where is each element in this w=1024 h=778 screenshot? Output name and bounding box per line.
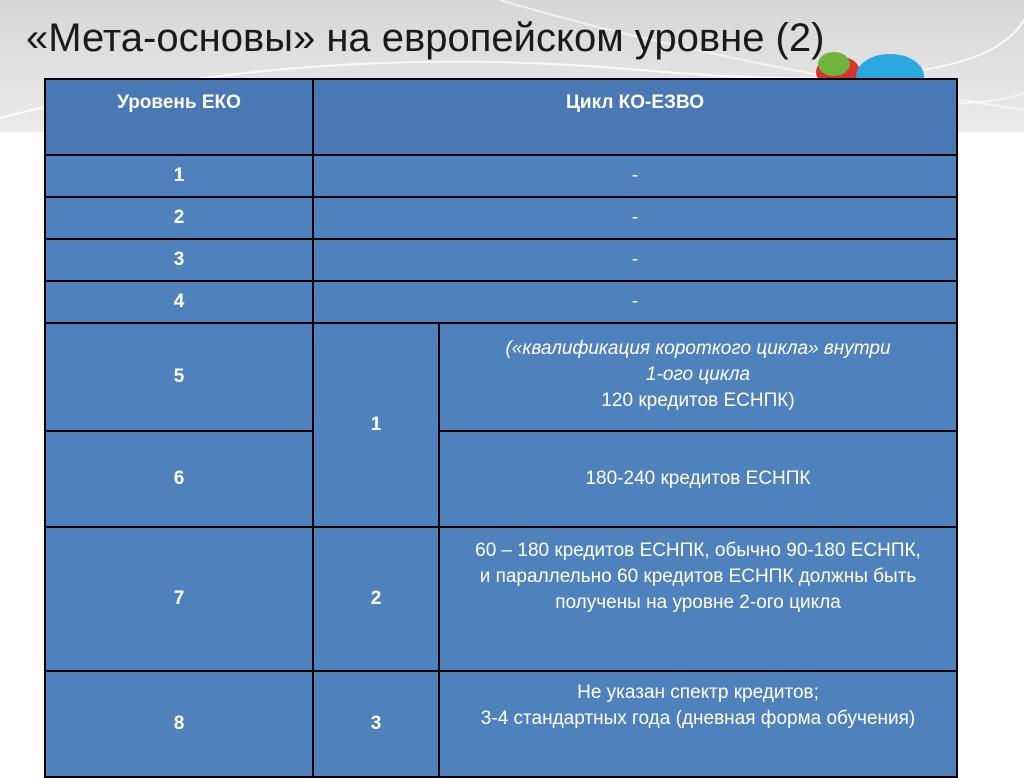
level-cell: 4: [45, 281, 313, 323]
level-cell: 7: [45, 527, 313, 671]
header-level: Уровень ЕКО: [45, 79, 313, 155]
levels-table: [44, 78, 958, 778]
note-line: 60 – 180 кредитов ЕСНПК, обычно 90-180 ЕСНПК,: [475, 540, 921, 561]
level-cell: 5: [45, 323, 313, 431]
credits-note-cell: 180-240 кредитов ЕСНПК: [439, 431, 957, 527]
credits-note-cell: [439, 527, 957, 671]
cycle-cell: -: [313, 281, 957, 323]
note-line: и параллельно 60 кредитов ЕСНПК должны быть получены на уровне 2-ого цикла: [479, 566, 917, 613]
table-row: [45, 431, 957, 527]
cycle-cell: -: [313, 197, 957, 239]
table-row: [45, 323, 957, 431]
note-line: Не указан спектр кредитов;: [577, 682, 819, 703]
cycle-cell: -: [313, 155, 957, 197]
level-cell: 6: [45, 431, 313, 527]
cycle-cell: 1: [313, 323, 439, 527]
table-header-row: [45, 79, 957, 155]
note-line: 120 кредитов ЕСНПК): [601, 390, 795, 411]
header-cycle: Цикл КО-ЕЗВО: [313, 79, 957, 155]
note-line: 3-4 стандартных года (дневная форма обучения): [480, 708, 916, 729]
table-row: [45, 281, 957, 323]
note-line: («квалификация короткого цикла» внутри: [505, 338, 891, 359]
table-row: [45, 197, 957, 239]
cycle-cell: 2: [313, 527, 439, 671]
cycle-cell: -: [313, 239, 957, 281]
note-line: 1-ого цикла: [645, 364, 751, 385]
table-row: [45, 527, 957, 671]
cycle-cell: 3: [313, 671, 439, 777]
table-row: [45, 239, 957, 281]
level-cell: 1: [45, 155, 313, 197]
level-cell: 2: [45, 197, 313, 239]
level-cell: 3: [45, 239, 313, 281]
table-row: [45, 671, 957, 777]
credits-note-cell: [439, 323, 957, 431]
table-row: [45, 155, 957, 197]
page-title: «Мета-основы» на европейском уровне (2): [26, 16, 825, 60]
credits-note-cell: [439, 671, 957, 777]
level-cell: 8: [45, 671, 313, 777]
